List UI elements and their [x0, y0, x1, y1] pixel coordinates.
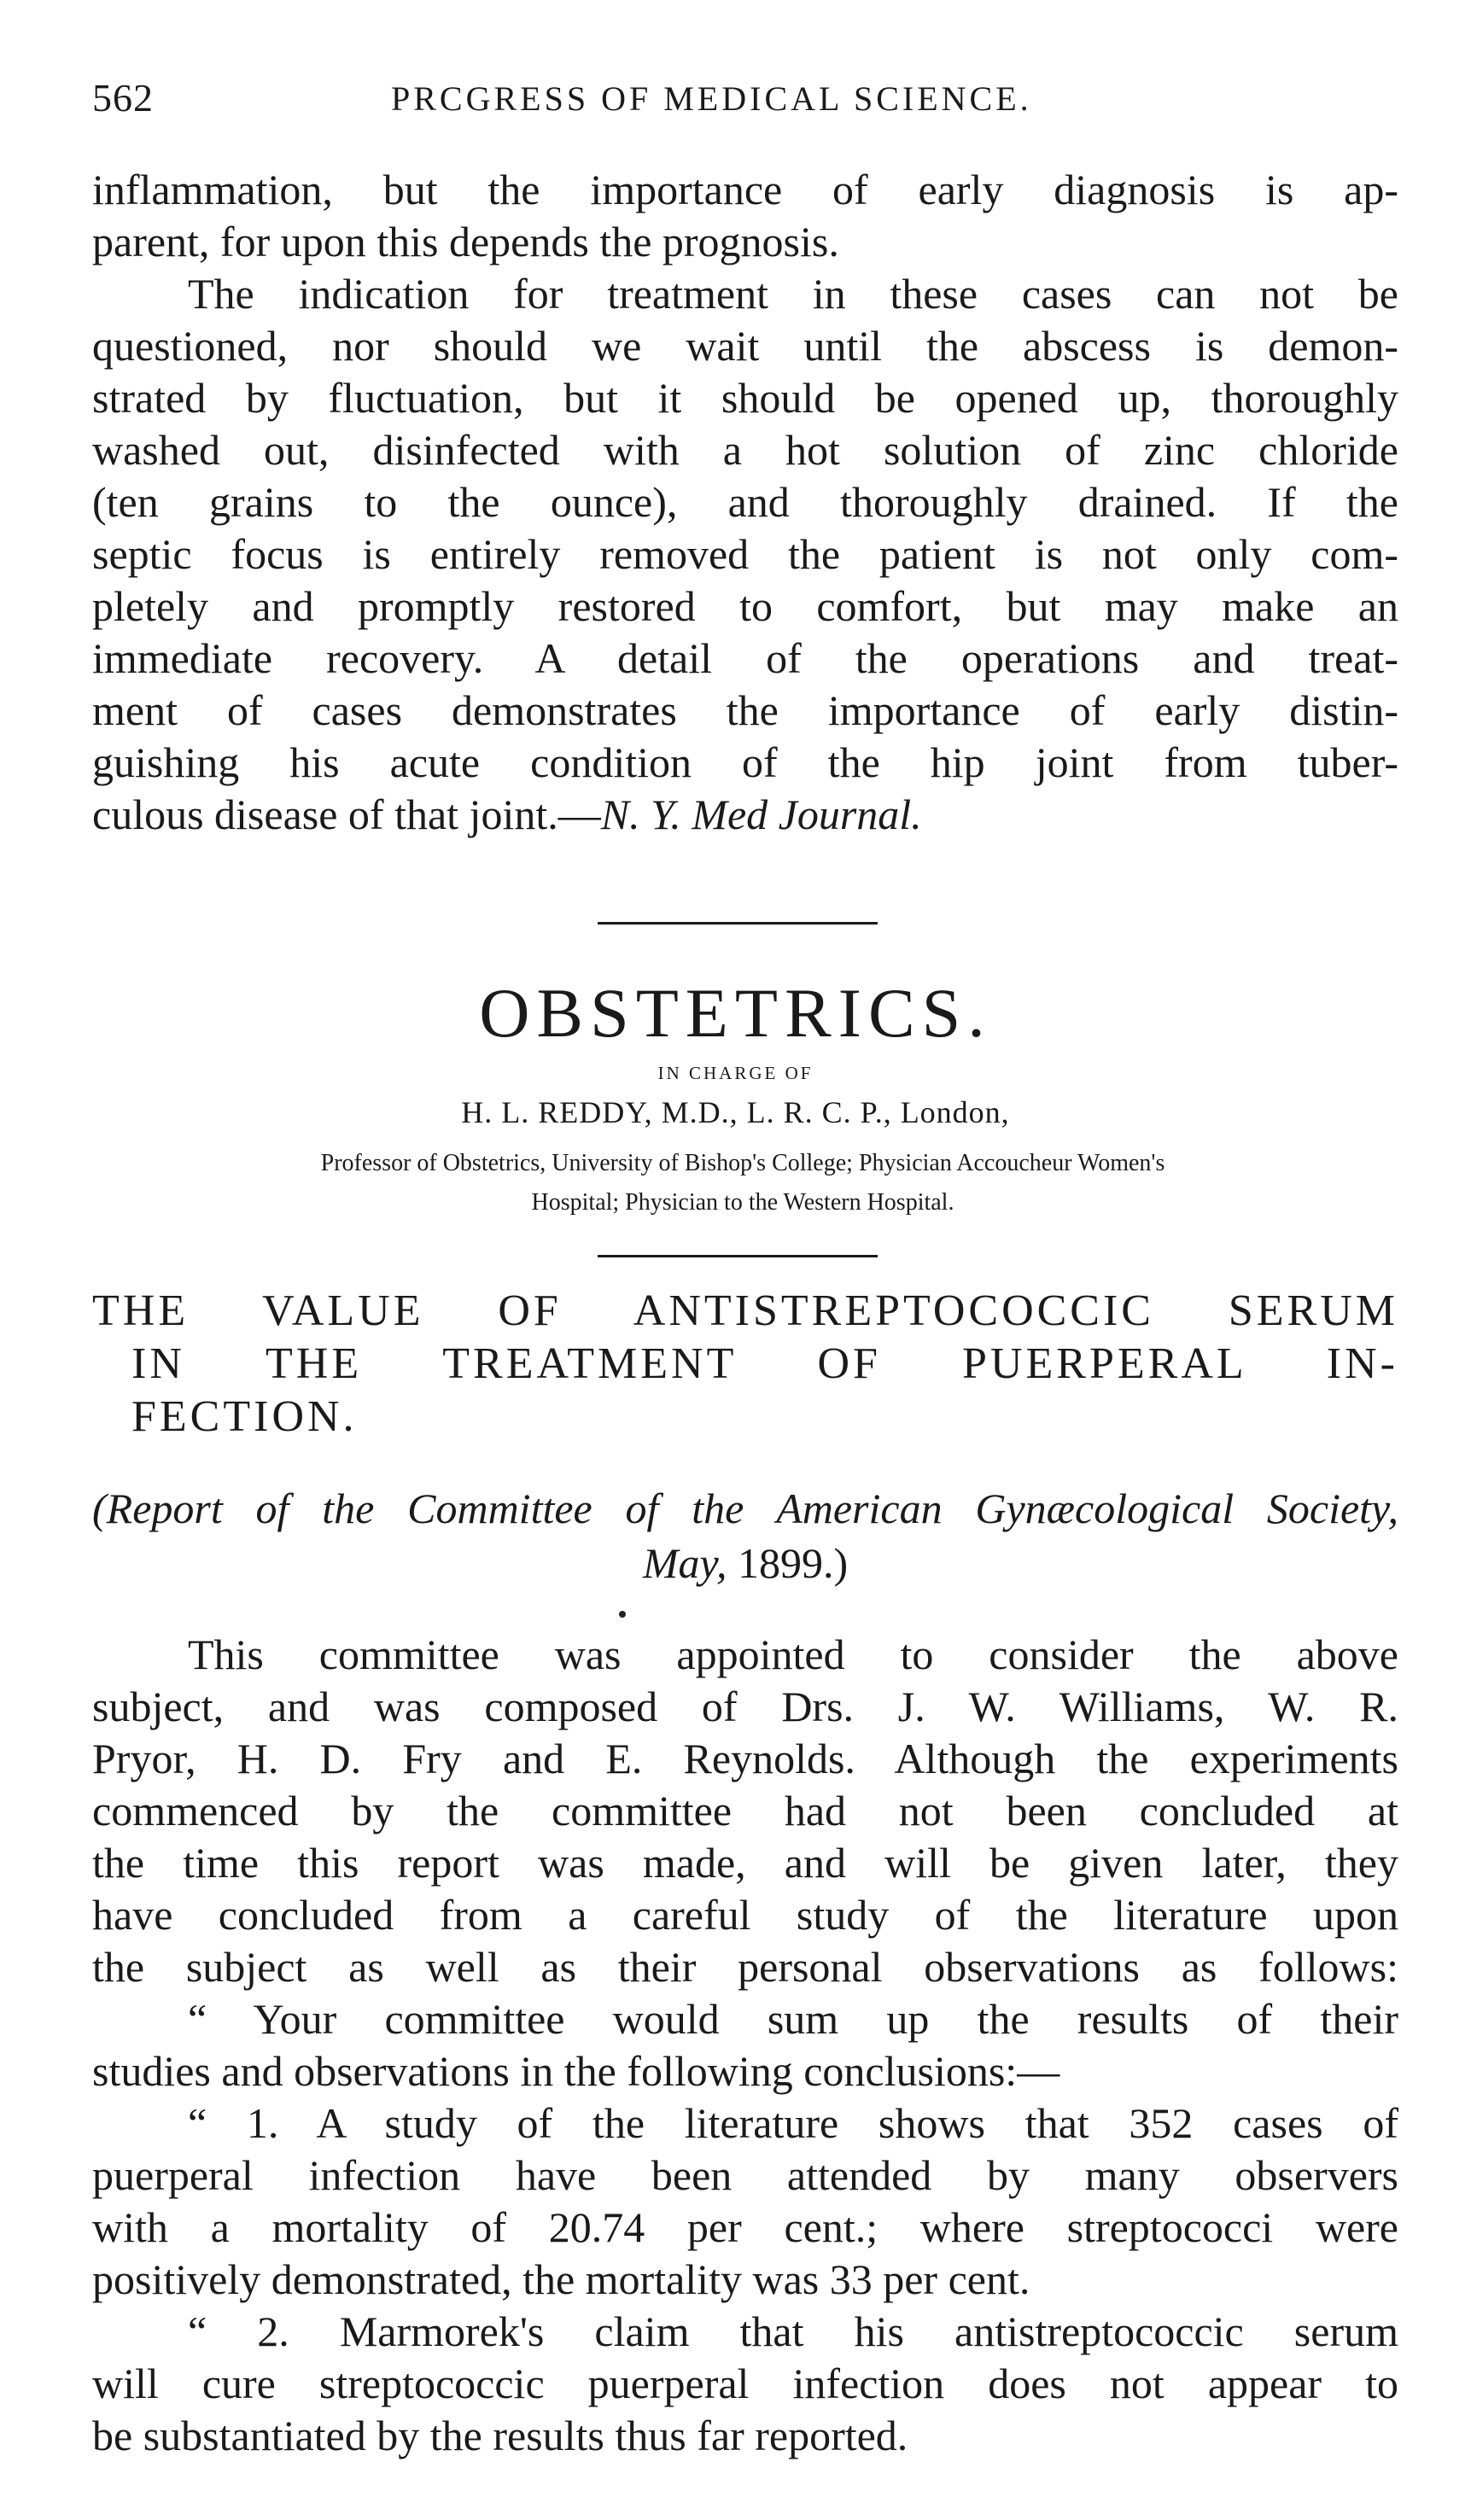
- text-line: immediate recovery. A detail of the operations and treat-: [92, 634, 1398, 682]
- text-line: Pryor, H. D. Fry and E. Reynolds. Although the experiments: [92, 1735, 1398, 1782]
- article-divider: [598, 1255, 878, 1257]
- subtitle-month: May,: [642, 1539, 727, 1587]
- text-line: subject, and was composed of Drs. J. W. Williams, W. R.: [92, 1683, 1398, 1730]
- source-citation: N. Y. Med Journal.: [600, 790, 922, 838]
- text-line: have concluded from a careful study of the literature upon: [92, 1891, 1398, 1939]
- text-line: “ 2. Marmorek's claim that his antistreptococcic serum: [188, 2307, 1398, 2355]
- page-number: 562: [92, 76, 154, 120]
- section-divider: [598, 922, 878, 925]
- text-line-prefix: culous disease of that joint.—: [92, 790, 601, 838]
- article-title-line: THE VALUE OF ANTISTREPTOCOCCIC SERUM: [92, 1286, 1398, 1335]
- subtitle-line: (Report of the Committee of the American Gynæcological Society,: [92, 1485, 1398, 1532]
- credentials-line: Professor of Obstetrics, University of Bishop's College; Physician Accoucheur Women's: [320, 1150, 1165, 1176]
- running-head: [92, 75, 1390, 126]
- text-line: (ten grains to the ounce), and thoroughly drained. If the: [92, 478, 1398, 526]
- text-line: questioned, nor should we wait until the abscess is demon-: [92, 322, 1398, 370]
- in-charge-label: IN CHARGE OF: [657, 1063, 814, 1083]
- text-line: pletely and promptly restored to comfort, but may make an: [92, 582, 1398, 630]
- text-line: guishing his acute condition of the hip joint from tuber-: [92, 738, 1398, 786]
- text-line: This committee was appointed to consider the above: [188, 1630, 1398, 1678]
- text-line: parent, for upon this depends the prognosis.: [92, 218, 839, 265]
- text-line: septic focus is entirely removed the patient is not only com-: [92, 530, 1398, 578]
- text-line: washed out, disinfected with a hot solution of zinc chloride: [92, 426, 1398, 474]
- text-line: “ Your committee would sum up the results of their: [188, 1995, 1398, 2043]
- section-title: OBSTETRICS.: [479, 974, 992, 1052]
- article-title-line: FECTION.: [131, 1392, 358, 1441]
- text-line: will cure streptococcic puerperal infection does not appear to: [92, 2360, 1398, 2407]
- subtitle-line: [92, 1536, 1398, 1590]
- text-line: positively demonstrated, the mortality was 33 per cent.: [92, 2255, 1030, 2303]
- article-title-line: IN THE TREATMENT OF PUERPERAL IN-: [131, 1339, 1398, 1388]
- text-line: strated by fluctuation, but it should be opened up, thoroughly: [92, 374, 1398, 422]
- editor-credentials: [137, 1144, 1349, 1222]
- running-title: PRCGRESS OF MEDICAL SCIENCE.: [391, 79, 1032, 118]
- text-line: be substantiated by the results thus far reported.: [92, 2412, 908, 2459]
- text-line: puerperal infection have been attended by many observers: [92, 2151, 1398, 2199]
- article-title: [92, 1285, 1398, 1444]
- text-line: studies and observations in the following conclusions:—: [92, 2047, 1060, 2095]
- credentials-line: Hospital; Physician to the Western Hospital.: [531, 1189, 954, 1216]
- text-line: inflammation, but the importance of early diagnosis is ap-: [92, 166, 1398, 213]
- continuation-paragraphs: [92, 164, 1398, 841]
- text-line: commenced by the committee had not been concluded at: [92, 1787, 1398, 1835]
- text-line: ment of cases demonstrates the importance of early distin-: [92, 686, 1398, 734]
- article-body: [92, 1629, 1398, 2462]
- text-line: with a mortality of 20.74 per cent.; where streptococci were: [92, 2203, 1398, 2251]
- text-line: “ 1. A study of the literature shows that 352 cases of: [188, 2099, 1398, 2147]
- text-line: the subject as well as their personal observations as follows:: [92, 1943, 1398, 1991]
- article-subtitle: [92, 1481, 1398, 1590]
- text-line: The indication for treatment in these cases can not be: [188, 270, 1398, 318]
- ink-dot: [619, 1611, 626, 1618]
- section-editor: H. L. REDDY, M.D., L. R. C. P., London,: [461, 1095, 1010, 1129]
- subtitle-year: 1899.): [727, 1539, 849, 1587]
- text-line: the time this report was made, and will be given later, they: [92, 1839, 1398, 1887]
- citation-line: [92, 789, 1398, 841]
